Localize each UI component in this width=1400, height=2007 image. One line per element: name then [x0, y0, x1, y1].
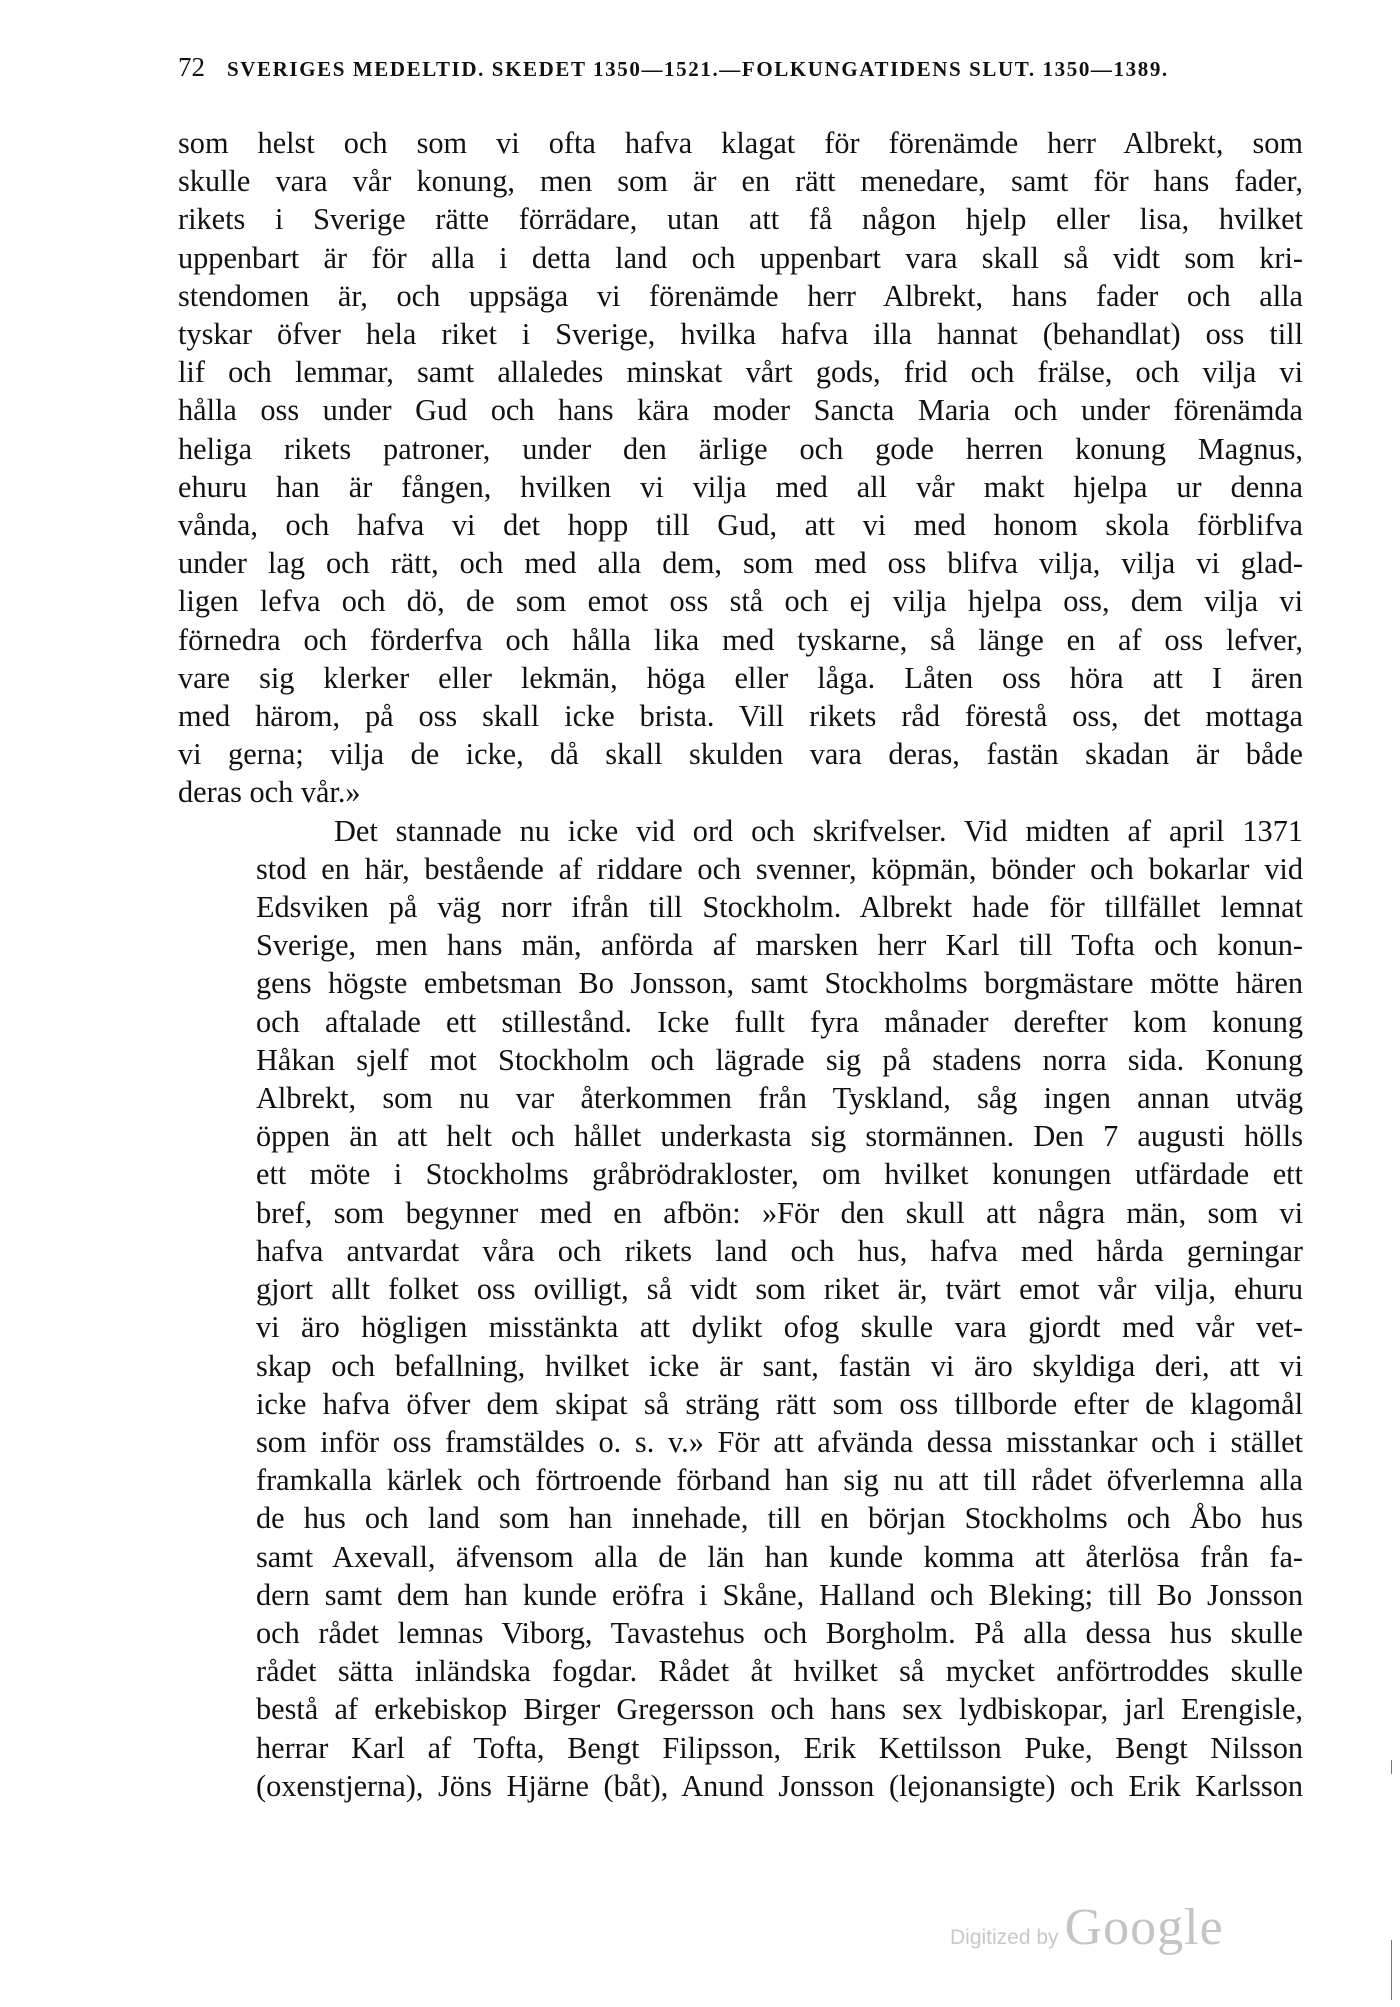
text-line: uppenbart är för alla i detta land och uppenbart vara skall så vidt som kri-: [178, 240, 1303, 275]
text-line: deras och vår.»: [178, 775, 361, 810]
text-line: med härom, på oss skall icke brista. Vill rikets råd förestå oss, det mottaga: [178, 699, 1303, 734]
text-line: stendomen är, och uppsäga vi förenämde herr Albrekt, hans fader och alla: [178, 278, 1303, 313]
text-line: herrar Karl af Tofta, Bengt Filipsson, Erik Kettilsson Puke, Bengt Nilsson: [256, 1730, 1303, 1765]
text-line: gens högste embetsman Bo Jonsson, samt Stockholms borgmästare mötte hären: [256, 966, 1303, 1001]
text-line: hålla oss under Gud och hans kära moder Sancta Maria och under förenämda: [178, 393, 1303, 428]
text-line: vi gerna; vilja de icke, då skall skulden vara deras, fastän skadan är både: [178, 737, 1303, 772]
watermark-prefix: Digitized by: [950, 1926, 1059, 1949]
text-line: gjort allt folket oss ovilligt, så vidt som riket är, tvärt emot vår vilja, ehuru: [256, 1272, 1303, 1307]
text-line: vare sig klerker eller lekmän, höga eller låga. Låten oss höra att I ären: [178, 660, 1303, 695]
text-line: lif och lemmar, samt allaledes minskat vårt gods, frid och frälse, och vilja vi: [178, 355, 1303, 390]
text-line: hafva antvardat våra och rikets land och hus, hafva med hårda gerningar: [256, 1233, 1303, 1268]
text-line: Det stannade nu icke vid ord och skrifvelser. Vid midten af april 1371: [334, 813, 1303, 848]
text-line: bestå af erkebiskop Birger Gregersson och hans sex lydbiskopar, jarl Erengisle,: [256, 1692, 1303, 1727]
running-title: SVERIGES MEDELTID. SKEDET 1350—1521.—FOLKUNGATIDENS SLUT. 1350—1389.: [227, 57, 1169, 81]
text-line: icke hafva öfver dem skipat så sträng rätt som oss tillborde efter de klagomål: [256, 1386, 1303, 1421]
text-line: skap och befallning, hvilket icke är sant, fastän vi äro skyldiga deri, att vi: [256, 1348, 1303, 1383]
text-line: som inför oss framstäldes o. s. v.» För att afvända dessa misstankar och i stället: [256, 1424, 1303, 1459]
text-line: samt Axevall, äfvensom alla de län han kunde komma att återlösa från fa-: [256, 1539, 1303, 1574]
text-line: bref, som begynner med en afbön: »För den skull att några män, som vi: [256, 1195, 1303, 1230]
text-line: dern samt dem han kunde eröfra i Skåne, Halland och Bleking; till Bo Jonsson: [256, 1577, 1303, 1612]
text-line: stod en här, bestående af riddare och svenner, köpmän, bönder och bokarlar vid: [256, 851, 1303, 886]
text-line: skulle vara vår konung, men som är en rätt menedare, samt för hans fader,: [178, 164, 1303, 199]
paragraph: [178, 124, 1303, 812]
text-line: Sverige, men hans män, anförda af marsken herr Karl till Tofta och konun-: [256, 928, 1303, 963]
text-line: och rådet lemnas Viborg, Tavastehus och Borgholm. På alla dessa hus skulle: [256, 1615, 1303, 1650]
book-page: [178, 52, 1303, 1805]
text-line: vånda, och hafva vi det hopp till Gud, att vi med honom skola förblifva: [178, 508, 1303, 543]
body-text: [178, 124, 1303, 1805]
text-line: och aftalade ett stillestånd. Icke fullt fyra månader derefter kom konung: [256, 1004, 1303, 1039]
text-line: tyskar öfver hela riket i Sverige, hvilka hafva illa hannat (behandlat) oss till: [178, 317, 1303, 352]
page-header: [178, 52, 1303, 92]
text-line: Edsviken på väg norr ifrån till Stockholm. Albrekt hade för tillfället lemnat: [256, 890, 1303, 925]
google-logo: Google: [1064, 1899, 1224, 1956]
text-line: ett möte i Stockholms gråbrödrakloster, om hvilket konungen utfärdade ett: [256, 1157, 1303, 1192]
text-line: Albrekt, som nu var återkommen från Tyskland, såg ingen annan utväg: [256, 1081, 1303, 1116]
text-line: vi äro högligen misstänkta att dylikt ofog skulle vara gjordt med vår vet-: [256, 1310, 1303, 1345]
scan-edge-mark: [1391, 1760, 1392, 1774]
paragraph: [178, 812, 1303, 1805]
text-line: öppen än att helt och hållet underkasta sig stormännen. Den 7 augusti hölls: [256, 1119, 1303, 1154]
text-line: förnedra och förderfva och hålla lika med tyskarne, så länge en af oss lefver,: [178, 622, 1303, 657]
text-line: som helst och som vi ofta hafva klagat för förenämde herr Albrekt, som: [178, 126, 1303, 160]
text-line: Håkan sjelf mot Stockholm och lägrade sig på stadens norra sida. Konung: [256, 1042, 1303, 1077]
text-line: (oxenstjerna), Jöns Hjärne (båt), Anund Jonsson (lejonansigte) och Erik Karlsson: [256, 1768, 1303, 1803]
text-line: rikets i Sverige rätte förrädare, utan att få någon hjelp eller lisa, hvilket: [178, 202, 1303, 237]
scan-edge-mark: [1391, 1940, 1392, 2000]
text-line: heliga rikets patroner, under den ärlige och gode herren konung Magnus,: [178, 431, 1303, 466]
text-line: de hus och land som han innehade, till en början Stockholms och Åbo hus: [256, 1501, 1303, 1536]
text-line: under lag och rätt, och med alla dem, som med oss blifva vilja, vilja vi glad-: [178, 546, 1303, 581]
text-line: ligen lefva och dö, de som emot oss stå och ej vilja hjelpa oss, dem vilja vi: [178, 584, 1303, 619]
digitization-watermark: [950, 1898, 1224, 1957]
page-number: 72: [178, 52, 205, 82]
text-line: ehuru han är fången, hvilken vi vilja med all vår makt hjelpa ur denna: [178, 469, 1303, 504]
text-line: rådet sätta inländska fogdar. Rådet åt hvilket så mycket anförtroddes skulle: [256, 1654, 1303, 1689]
text-line: framkalla kärlek och förtroende förband han sig nu att till rådet öfverlemna alla: [256, 1463, 1303, 1498]
